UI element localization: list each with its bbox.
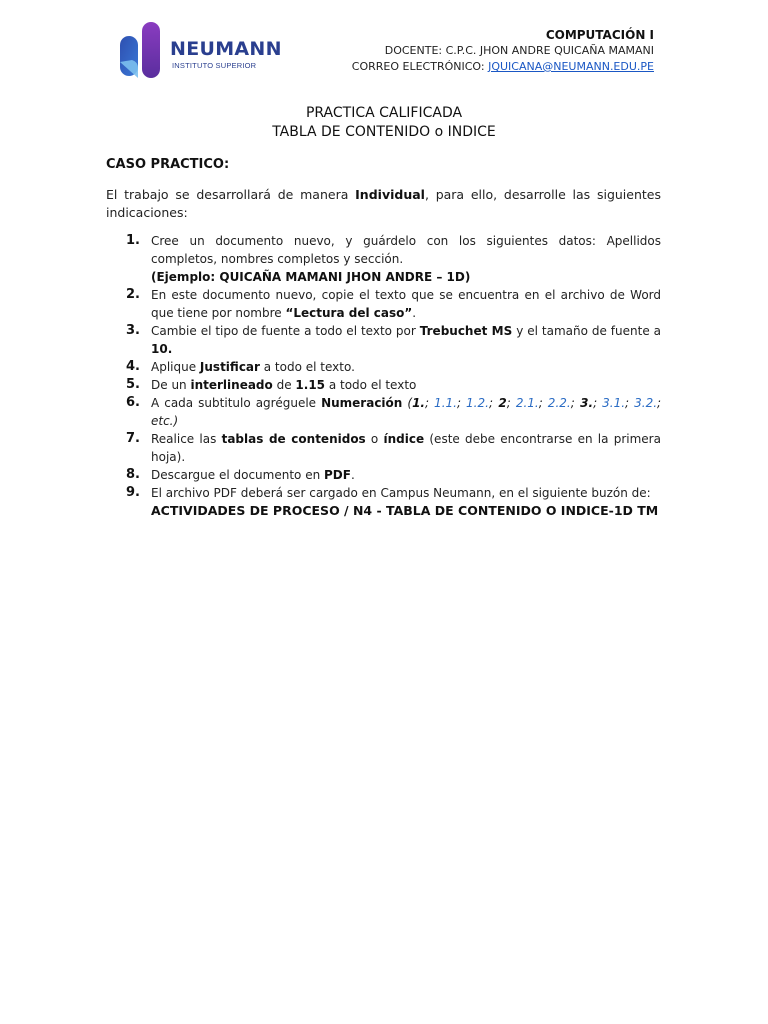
email-label: CORREO ELECTRÓNICO:	[351, 60, 485, 73]
item-bold: Justificar	[199, 360, 260, 374]
teacher-line: DOCENTE: C.P.C. JHON ANDRE QUICAÑA MAMANI	[384, 44, 654, 57]
course-name: COMPUTACIÓN I	[545, 28, 654, 42]
item-bold: Trebuchet MS	[419, 324, 513, 338]
section-heading: CASO PRACTICO:	[106, 157, 230, 172]
item-text-end: .	[350, 468, 355, 482]
item-text: Realice las	[151, 432, 222, 446]
item-text-end: .	[412, 306, 417, 320]
numbering-open: (	[402, 396, 413, 410]
item-bold: “Lectura del caso”	[285, 306, 413, 320]
item-bold-2: índice	[383, 432, 425, 446]
numbering-level-2: 2.1.	[510, 396, 539, 410]
email-link[interactable]: JQUICANA@NEUMANN.EDU.PE	[488, 60, 654, 73]
item-text-mid: y el tamaño de fuente a	[512, 324, 662, 338]
item-number: 5.	[126, 377, 140, 392]
list-item	[106, 484, 661, 520]
item-text: Aplique	[151, 360, 200, 374]
neumann-logo-icon	[116, 22, 164, 82]
item-bold: Numeración	[321, 396, 403, 410]
item-number: 9.	[126, 485, 140, 500]
title-line-1: PRACTICA CALIFICADA	[305, 105, 463, 121]
item-number: 7.	[126, 431, 140, 446]
item-number: 1.	[126, 233, 140, 248]
item-bold: ACTIVIDADES DE PROCESO / N4 - TABLA DE CONTENIDO O INDICE-1D TM	[151, 503, 659, 518]
intro-text: El trabajo se desarrollará de manera	[106, 187, 356, 202]
list-item	[106, 232, 661, 286]
item-bold: PDF	[324, 468, 351, 482]
item-bold-2: 10.	[151, 342, 173, 356]
numbering-level-2: 2.2.	[542, 396, 571, 410]
list-item: 6. A cada subtitulo agréguele Numeración (1.; 1.1.; 1.2.; 2; 2.1.; 2.2.; 3.; 3.1.; 3.2.; etc.)	[126, 395, 662, 428]
item-text-end: a todo el texto.	[259, 360, 355, 374]
numbering-level-1: 2	[493, 396, 507, 410]
item-text: Cambie el tipo de fuente a todo el texto por	[151, 324, 420, 338]
item-example: (Ejemplo: QUICAÑA MAMANI JHON ANDRE – 1D)	[151, 270, 471, 284]
numbering-level-1: 1.	[412, 396, 425, 410]
intro-bold: Individual	[355, 187, 425, 202]
email-line	[352, 59, 654, 75]
intro-text-end: , para ello, desarrolle las siguientes indicaciones:	[106, 187, 661, 220]
document-body	[106, 156, 661, 520]
item-bold: tablas de contenidos	[221, 432, 366, 446]
item-number: 2.	[126, 287, 140, 302]
numbering-end: etc.)	[151, 414, 179, 428]
numbering-sep: ;	[424, 396, 430, 410]
item-text-end: a todo el texto	[325, 378, 417, 392]
item-bold-2: 1.15	[295, 378, 326, 392]
item-text: De un	[151, 378, 191, 392]
item-text: A cada subtitulo agréguele	[151, 396, 322, 410]
item-number: 6.	[126, 395, 140, 410]
item-text: Cree un documento nuevo, y guárdelo con los siguientes datos: Apellidos completos, nombres completos y sección.	[151, 234, 661, 266]
list-item	[106, 430, 661, 466]
numbering-level-2: 1.2.	[461, 396, 489, 410]
list-item	[106, 358, 661, 376]
numbering-level-2: 1.1.	[429, 396, 457, 410]
logo-name: NEUMANN	[170, 38, 282, 60]
item-number: 8.	[126, 467, 140, 482]
numbering-level-2: 3.1.	[597, 396, 626, 410]
logo-subtitle: INSTITUTO SUPERIOR	[172, 61, 257, 70]
item-text-mid: o	[365, 432, 384, 446]
header-info	[352, 27, 654, 75]
item-number: 4.	[126, 359, 140, 374]
item-text: En este documento nuevo, copie el texto que se encuentra en el archivo de Word que tiene por nombre	[151, 288, 661, 320]
list-item	[106, 466, 661, 484]
numbering-level-1: 3.	[574, 396, 594, 410]
item-bold: interlineado	[190, 378, 273, 392]
institute-logo	[116, 22, 286, 82]
document-title	[0, 104, 768, 142]
list-item	[106, 286, 661, 322]
list-item	[106, 376, 661, 394]
numbering-level-2: 3.2.	[629, 396, 658, 410]
intro-paragraph	[106, 186, 661, 222]
list-item	[106, 322, 661, 358]
title-line-2: TABLA DE CONTENIDO o INDICE	[272, 124, 496, 140]
item-text: Descargue el documento en	[151, 468, 325, 482]
item-text-end: (este debe encontrarse en la primera hoja).	[151, 432, 661, 464]
item-text-mid: de	[272, 378, 296, 392]
instructions-list	[106, 232, 661, 520]
item-number: 3.	[126, 323, 140, 338]
item-text: El archivo PDF deberá ser cargado en Campus Neumann, en el siguiente buzón de:	[151, 486, 651, 500]
